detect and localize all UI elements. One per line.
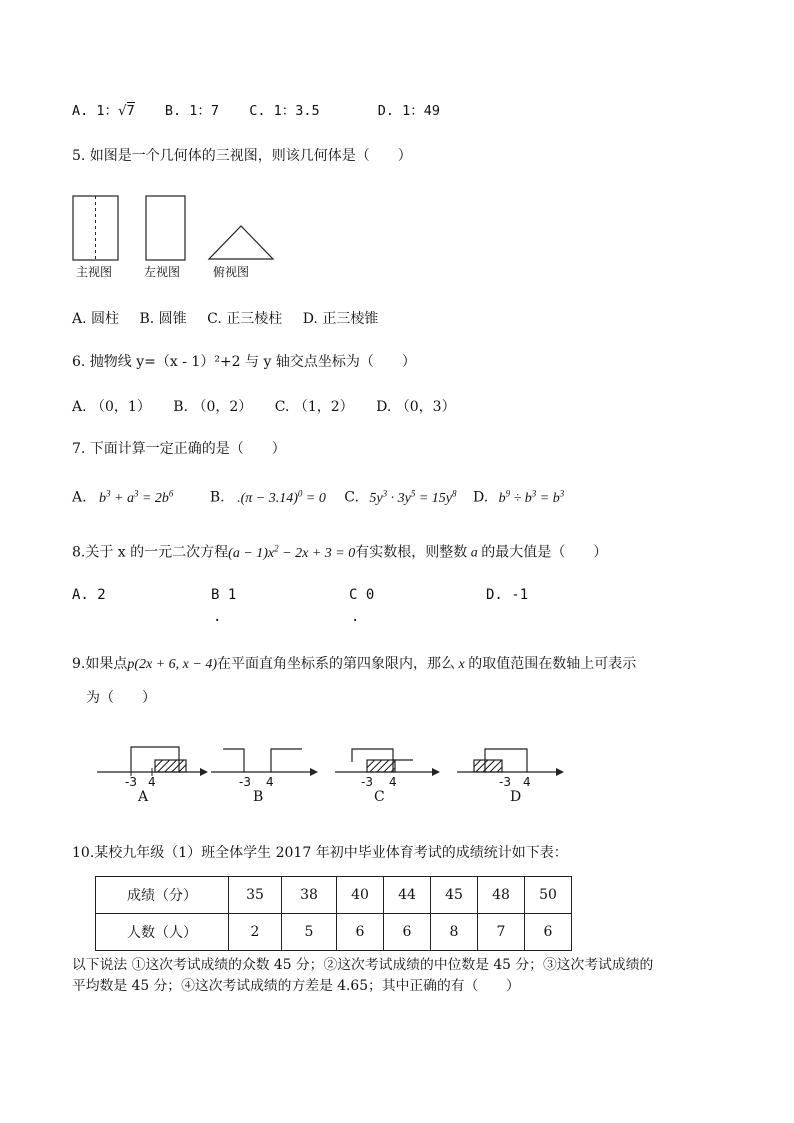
number-line-a: [97, 747, 208, 776]
q8-option-c: C 0: [349, 587, 375, 603]
table-row: [96, 914, 572, 951]
q6-stem: 6. 抛物线 y=（x - 1）²+2 与 y 轴交点坐标为（ ）: [72, 354, 416, 370]
q8-option-b: B 1: [211, 587, 237, 603]
q5-figure: [72, 193, 282, 292]
q4-option-d: D. 1：49: [377, 103, 441, 119]
q5-option-d: D. 正三棱锥: [302, 311, 379, 327]
q6-option-d: D. （0，3）: [376, 399, 456, 415]
q5-option-a: A. 圆柱: [72, 311, 120, 327]
q8-dot-b: .: [213, 609, 222, 625]
tick-label-b-neg3: -3: [239, 775, 251, 789]
table-row: [96, 877, 572, 914]
q10-stem: 10.某校九年级（1）班全体学生 2017 年初中毕业体育考试的成绩统计如下表：: [72, 845, 568, 861]
table-cell: 5: [282, 914, 337, 951]
tick-label-a-neg3: -3: [125, 775, 137, 789]
q6-options: [72, 397, 456, 417]
tick-label-d-neg3: -3: [499, 775, 511, 789]
q4-options: [72, 101, 440, 121]
q4-option-c: C. 1：3.5: [249, 103, 320, 119]
side-view-label: 左视图: [144, 265, 181, 279]
table-cell: 6: [384, 914, 431, 951]
q4-option-b: B. 1：7: [164, 103, 220, 119]
q9-stem-line1: 9.如果点p(2x + 6, x − 4)在平面直角坐标系的第四象限内，那么 x 的取值范围在数轴上可表示: [72, 656, 637, 672]
q5-option-c: C. 正三棱柱: [207, 311, 283, 327]
table-cell: 6: [337, 914, 384, 951]
q4-option-a: A. 1：√7: [72, 103, 135, 119]
q7-stem: 7. 下面计算一定正确的是（ ）: [72, 441, 286, 457]
q10-statements-line2: 平均数是 45 分；④这次考试成绩的方差是 4.65；其中正确的有（ ）: [72, 978, 520, 994]
figure-label-a: A: [138, 789, 149, 805]
number-line-b: [211, 749, 318, 776]
tick-label-a-4: 4: [148, 775, 156, 789]
q8-option-d: D. -1: [486, 587, 529, 603]
table-cell: 45: [431, 877, 478, 914]
q9-stem-line2: 为（ ）: [86, 690, 156, 706]
number-line-d: [457, 749, 564, 776]
q5-option-b: B. 圆锥: [139, 311, 187, 327]
score-table: [95, 876, 572, 951]
number-line-c: [335, 749, 440, 776]
q8-option-a: A. 2: [72, 587, 106, 603]
table-cell: 48: [478, 877, 525, 914]
tick-label-d-4: 4: [523, 775, 531, 789]
q7-option-c: C. $5y^3 \cdot 3y^5 = 15y^8$: [344, 488, 457, 506]
figure-label-d: D: [510, 789, 522, 805]
q5-options: [72, 309, 378, 329]
q10-statements-line1: 以下说法 ①这次考试成绩的众数 45 分；②这次考试成绩的中位数是 45 分；③这次考试成绩的: [72, 957, 654, 973]
top-view-label: 俯视图: [213, 265, 250, 279]
table-cell: 2: [229, 914, 282, 951]
table-cell: 40: [337, 877, 384, 914]
q8-dot-c: .: [351, 609, 360, 625]
table-header-score: 成绩（分）: [96, 877, 229, 914]
q6-option-b: B. （0，2）: [173, 399, 253, 415]
q9-number-lines: [95, 742, 570, 816]
q7-option-a: A. $b^3 + a^3 = 2b^6$: [72, 488, 174, 506]
side-view-rect: [146, 196, 185, 260]
q5-stem: 5. 如图是一个几何体的三视图，则该几何体是（ ）: [72, 148, 412, 164]
table-cell: 38: [282, 877, 337, 914]
front-view-label: 主视图: [76, 265, 113, 279]
figure-label-c: C: [374, 789, 385, 805]
q6-option-c: C. （1，2）: [274, 399, 354, 415]
q7-options: [72, 483, 564, 509]
table-cell: 50: [525, 877, 572, 914]
top-view-triangle: [209, 226, 273, 259]
table-cell: 6: [525, 914, 572, 951]
q7-option-b: B. $.(\pi - 3.14)^0 = 0$: [209, 488, 326, 506]
tick-label-c-4: 4: [389, 775, 397, 789]
table-cell: 8: [431, 914, 478, 951]
table-cell: 44: [384, 877, 431, 914]
q7-option-d: D. $b^9 \div b^3 = b^3$: [472, 488, 565, 506]
q8-stem: 8.关于 x 的一元二次方程$(a - 1)x^2 - 2x + 3 = 0$有实数根，则整数 a 的最大值是（ ）: [72, 543, 608, 561]
figure-label-b: B: [253, 789, 264, 805]
table-cell: 7: [478, 914, 525, 951]
table-cell: 35: [229, 877, 282, 914]
q6-option-a: A. （0，1）: [72, 399, 151, 415]
table-header-count: 人数（人）: [96, 914, 229, 951]
tick-label-c-neg3: -3: [361, 775, 373, 789]
tick-label-b-4: 4: [266, 775, 274, 789]
